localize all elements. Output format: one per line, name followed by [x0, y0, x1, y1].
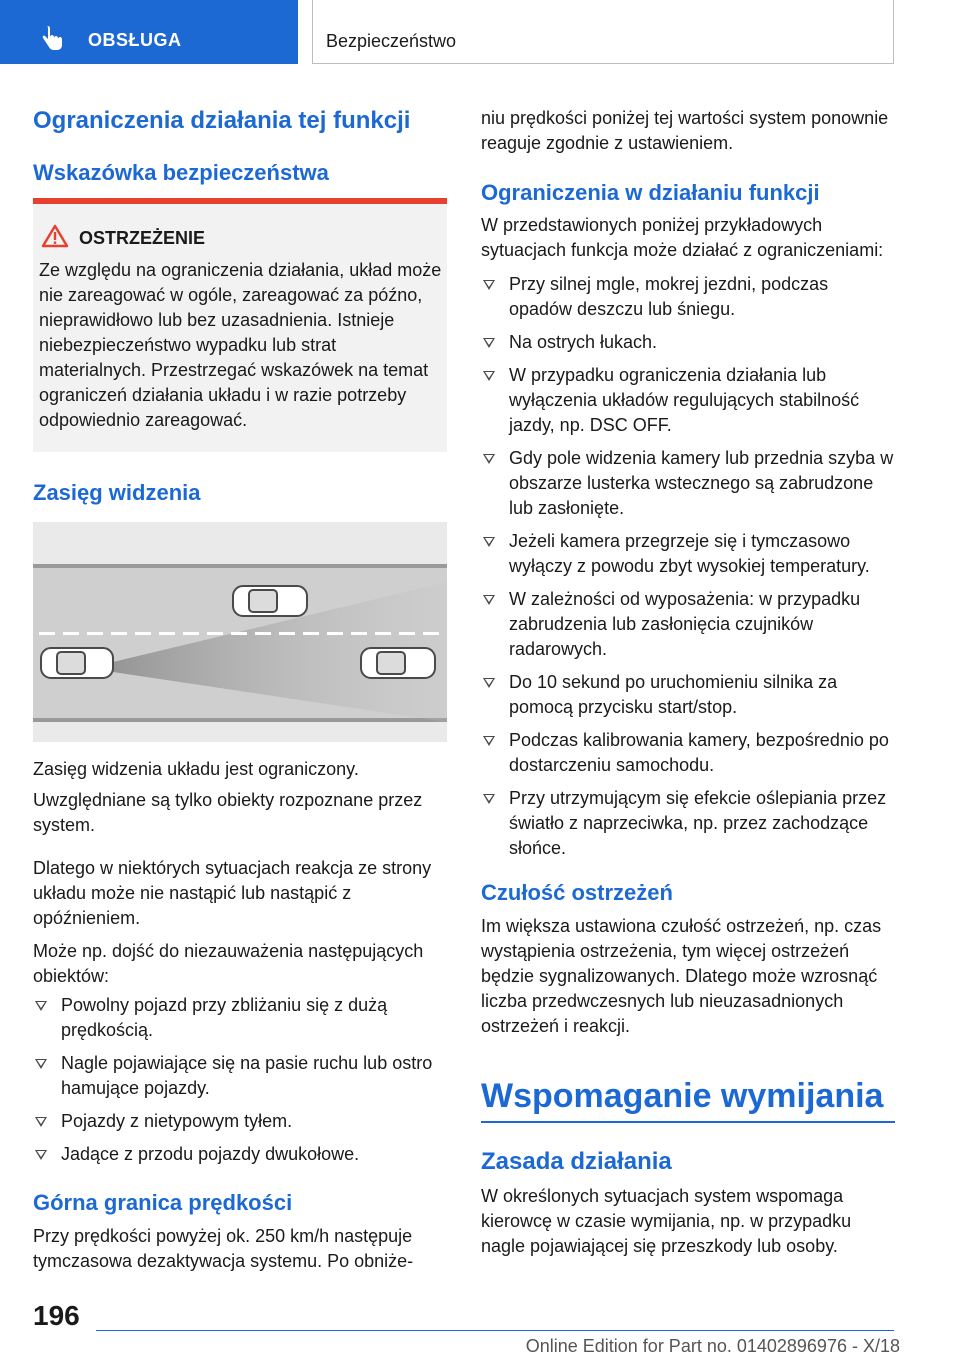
bullet-triangle-icon [483, 736, 495, 746]
list-item: Przy silnej mgle, mokrej jezdni, podczas opadów deszczu lub śniegu. [481, 272, 895, 322]
bullet-triangle-icon [483, 794, 495, 804]
heading-principle: Zasada działania [481, 1148, 672, 1175]
limits-list [481, 272, 895, 869]
heading-field-of-view: Zasięg widzenia [33, 480, 201, 505]
car-ahead [233, 586, 307, 616]
list-item: W przypadku ograniczenia działania lub wyłączenia układów regulujących stabilność jazdy, np. DSC OFF. [481, 363, 895, 438]
list-item: Przy utrzymującym się efekcie oślepiania przez światło z naprzeciwka, np. przez zachodzące słońce. [481, 786, 895, 861]
paragraph-speed-continued: niu prędkości poniżej tej wartości system ponownie reaguje zgodnie z ustawieniem. [481, 108, 889, 153]
footer-edition: Online Edition for Part no. 01402896976 - X/18 [525, 1336, 900, 1356]
hand-pointer-icon [40, 26, 64, 52]
bullet-triangle-icon [35, 1117, 47, 1127]
section-tab[interactable] [0, 0, 298, 64]
missed-objects-list [33, 993, 447, 1175]
paragraph-range-limited: Zasięg widzenia układu jest ograniczony. [33, 759, 359, 779]
bullet-triangle-icon [483, 678, 495, 688]
bullet-triangle-icon [483, 338, 495, 348]
list-item: Nagle pojawiające się na pasie ruchu lub ostro hamujące pojazdy. [33, 1051, 447, 1101]
paragraph-speed-limit: Przy prędkości powyżej ok. 250 km/h następuje tymczasowa dezaktywacja systemu. Po obniże- [33, 1226, 414, 1271]
bullet-triangle-icon [483, 280, 495, 290]
paragraph-limits-intro: W przedstawionych poniżej przykładowych sytuacjach funkcja może działać z ograniczeniami: [481, 215, 884, 260]
heading-evasion-assistant: Wspomaganie wymijania [481, 1077, 884, 1115]
list-item: Podczas kalibrowania kamery, bezpośrednio po dostarczeniu samochodu. [481, 728, 895, 778]
heading-operating-limits: Ograniczenia w działaniu funkcji [481, 180, 820, 205]
list-item: Jeżeli kamera przegrzeje się i tymczasowo wyłączy z powodu zbyt wysokiej temperatury. [481, 529, 895, 579]
heading-rule [481, 1121, 895, 1123]
paragraph-sensitivity: Im większa ustawiona czułość ostrzeżeń, np. czas wystąpienia ostrzeżenia, tym więcej ostrzeżeń będzie sygnalizowanych. Dlatego może wzrosnąć liczba przedwczesnych lub nieuzasadnionych ostrzeżeń i reakcji. [481, 916, 882, 1036]
page-number: 196 [33, 1300, 80, 1331]
list-item: Pojazdy z nietypowym tyłem. [33, 1109, 447, 1134]
list-item: Powolny pojazd przy zbliżaniu się z dużą prędkością. [33, 993, 447, 1043]
list-item: Do 10 sekund po uruchomieniu silnika za pomocą przycisku start/stop. [481, 670, 895, 720]
bullet-triangle-icon [35, 1059, 47, 1069]
heading-function-limits: Ograniczenia działania tej funkcji [33, 107, 411, 134]
list-item: Jadące z przodu pojazdy dwukołowe. [33, 1142, 447, 1167]
car-far [361, 648, 435, 678]
car-own [41, 648, 113, 678]
bullet-triangle-icon [483, 595, 495, 605]
warning-text: Ze względu na ograniczenia działania, układ może nie zareagować w ogóle, zareagować za późno, nieprawidłowo lub bez uzasadnienia. Istnieje niebezpieczeństwo wypadku lub strat materialnych. Przestrzegać wskazówek na temat ograniczeń działania układu i w razie potrzeby odpowiednio zareagować. [39, 260, 442, 430]
warning-bar [33, 198, 447, 204]
warning-title: OSTRZEŻENIE [79, 228, 206, 248]
warning-box [33, 198, 447, 452]
list-item: Gdy pole widzenia kamery lub przednia szyba w obszarze lusterka wstecznego są zabrudzone lub zasłonięte. [481, 446, 895, 521]
paragraph-principle: W określonych sytuacjach system wspomaga kierowcę w czasie wymijania, np. w przypadku nagle pojawiającej się przeszkody lub osoby. [481, 1186, 852, 1256]
bullet-triangle-icon [35, 1150, 47, 1160]
paragraph-detected-objects: Uwzględniane są tylko obiekty rozpoznane przez system. [33, 790, 423, 835]
heading-speed-limit: Górna granica prędkości [33, 1190, 293, 1215]
bullet-triangle-icon [483, 371, 495, 381]
chapter-title: Bezpieczeństwo [326, 31, 457, 51]
list-item: Na ostrych łukach. [481, 330, 895, 355]
heading-warning-sensitivity: Czułość ostrzeżeń [481, 880, 673, 905]
paragraph-delayed-reaction: Dlatego w niektórych sytuacjach reakcja ze strony układu może nie nastąpić lub nastąpić z opóźnieniem. [33, 858, 432, 928]
chapter-box [312, 0, 894, 64]
paragraph-missed-objects: Może np. dojść do niezauważenia następujących obiektów: [33, 941, 424, 986]
bullet-triangle-icon [483, 454, 495, 464]
bullet-triangle-icon [35, 1001, 47, 1011]
bullet-triangle-icon [483, 537, 495, 547]
warning-triangle-icon [41, 224, 69, 248]
field-of-view-illustration [33, 522, 447, 742]
heading-safety-note: Wskazówka bezpieczeństwa [33, 160, 329, 185]
section-tab-label: OBSŁUGA [88, 30, 182, 50]
footer-rule [96, 1330, 894, 1331]
list-item: W zależności od wyposażenia: w przypadku zabrudzenia lub zasłonięcia czujników radarowych. [481, 587, 895, 662]
